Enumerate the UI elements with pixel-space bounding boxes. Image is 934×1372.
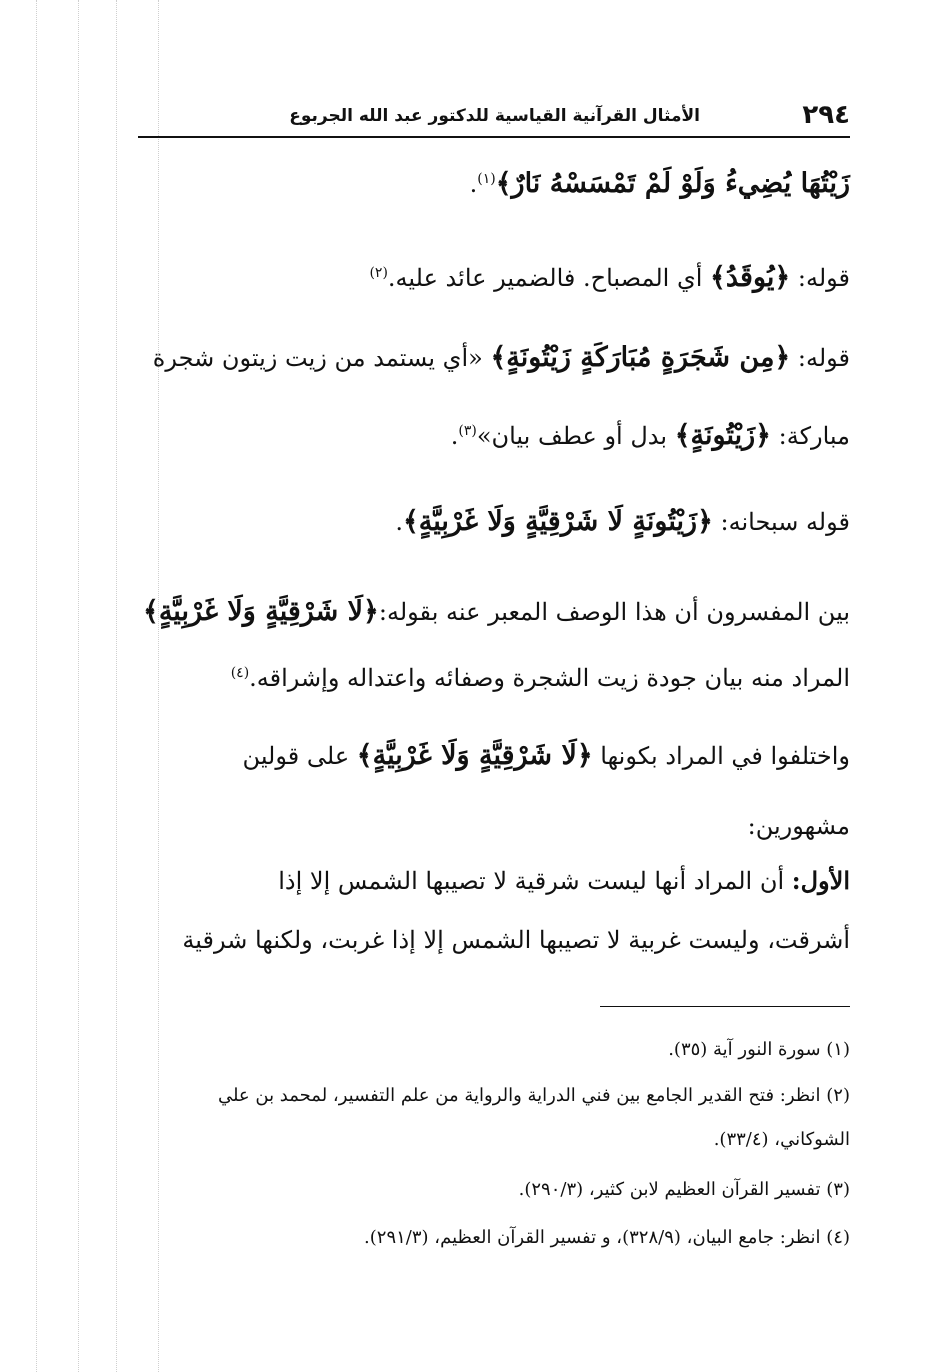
text-span: بين المفسرون أن هذا الوصف المعبر عنه بقوله: [378, 598, 850, 626]
scan-artifact-line [116, 0, 117, 1372]
text-line [143, 596, 850, 627]
text-line [153, 342, 850, 373]
footnote-separator [600, 1006, 850, 1007]
text-span: قوله: [790, 344, 850, 372]
quran-verse: ﴿يُوقَدُ﴾ [710, 262, 791, 293]
text-span: واختلفوا في المراد بكونها [592, 742, 850, 770]
text-line [395, 506, 850, 537]
text-line [138, 420, 850, 451]
quran-verse: ﴿مِن شَجَرَةٍ مُبَارَكَةٍ زَيْتُونَةٍ﴾ [490, 342, 791, 373]
footnote-continuation: الشوكاني، (٣٣/٤). [713, 1129, 850, 1150]
quran-verse: ﴿زَيْتُونَةٍ لَا شَرْقِيَّةٍ وَلَا غَرْبِيَّةٍ﴾ [402, 506, 713, 537]
punctuation: . [469, 170, 478, 198]
text-span: بدل أو عطف بيان» [476, 422, 675, 450]
quran-verse: ﴿لَا شَرْقِيَّةٍ وَلَا غَرْبِيَّةٍ﴾ [143, 596, 379, 627]
scan-artifact-line [78, 0, 79, 1372]
text-span: على قولين [242, 742, 357, 770]
text-line [243, 740, 850, 771]
text-line [138, 812, 850, 840]
text-span: مشهورين: [747, 812, 850, 840]
footnote-ref: (٢) [369, 265, 388, 281]
footnote: (٣) تفسير القرآن العظيم لابن كثير، (٢٩٠/٣). [518, 1179, 850, 1200]
text-span: قوله: [790, 264, 850, 292]
running-title: الأمثال القرآنية القياسية للدكتور عبد الله الجربوع [289, 106, 700, 126]
text-span: قوله سبحانه: [712, 508, 850, 536]
text-span: المراد منه بيان جودة زيت الشجرة وصفائه واعتداله وإشراقه. [249, 664, 850, 692]
punctuation: . [450, 422, 459, 450]
text-span: مباركة: [770, 422, 850, 450]
footnote: (٤) انظر: جامع البيان، (٣٢٨/٩)، و تفسير القرآن العظيم، (٢٩١/٣). [364, 1227, 850, 1248]
text-line: زَيْتُهَا يُضِيءُ وَلَوْ لَمْ تَمْسَسْهُ نَارٌ﴾$^{(١)}$. [469, 168, 850, 199]
text-span: أن المراد أنها ليست شرقية لا تصيبها الشمس إلا إذا [278, 867, 792, 895]
footnote: (٢) انظر: فتح القدير الجامع بين فني الدراية والرواية من علم التفسير، لمحمد بن علي [217, 1085, 850, 1106]
text-span: «أي يستمد من زيت زيتون شجرة [152, 344, 491, 372]
text-span: أي المصباح. فالضمير عائد عليه. [387, 264, 711, 292]
footnote-ref: (٣) [458, 423, 477, 439]
text-line [138, 866, 850, 895]
footnote-ref: (٤) [230, 665, 250, 681]
footnote-ref: (١) [477, 171, 496, 187]
page-header [138, 96, 850, 138]
point-heading: الأول: [791, 866, 850, 895]
text-line [138, 664, 850, 692]
text-line [138, 926, 850, 954]
scan-artifact-line [36, 0, 37, 1372]
quran-verse: زَيْتُهَا يُضِيءُ وَلَوْ لَمْ تَمْسَسْهُ نَارٌ [511, 168, 850, 199]
quran-verse: ﴿لَا شَرْقِيَّةٍ وَلَا غَرْبِيَّةٍ﴾ [356, 740, 593, 771]
footnote: (١) سورة النور آية (٣٥). [668, 1039, 850, 1060]
quran-verse: ﴿زَيْتُونَةٍ﴾ [674, 420, 771, 451]
text-span: أشرقت، وليست غربية لا تصيبها الشمس إلا إذا غربت، ولكنها شرقية [182, 926, 850, 954]
page-number: ٢٩٤ [802, 100, 850, 130]
text-line [369, 262, 850, 293]
punctuation: . [395, 508, 403, 536]
